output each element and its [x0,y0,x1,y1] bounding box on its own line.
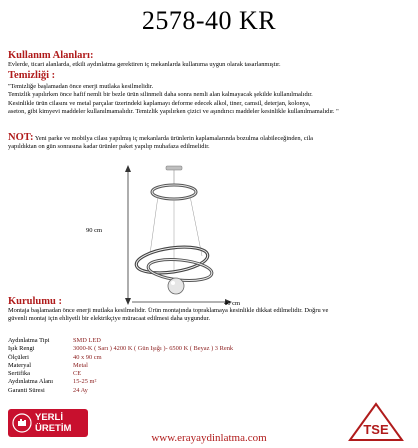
spec-row [8,345,233,353]
spec-table [8,337,233,395]
spec-label: Sertifika [8,370,31,378]
cleaning-line: Temizlik yapılırken önce hafif nemli bir bezle ürün silinmeli daha sonra nemli alan kalmayacak şekilde kullanılmalıdır. [8,91,313,99]
spec-row [8,370,233,378]
width-label: 40 cm [224,300,241,307]
installation-line: güvenli montaj için ehliyetli bir elektrikçiye müracaat edilmesi daha uygundur. [8,315,210,323]
spec-label: Garanti Süresi [8,386,45,394]
note-block [8,134,418,152]
product-title: 2578-40 KR [141,6,277,35]
badge-line1: YERLİ [35,412,63,423]
hand-icon [12,413,32,433]
spec-label: Aydınlatma Tipi [8,337,50,344]
spec-row [8,387,233,395]
badge-line2: ÜRETİM [35,423,72,434]
cleaning-line: aseton, gibi kimyevi maddeler kullanılmamalıdır. Temizlik yapılırken çizici ve aşındırıcı maddeler kesinlikle kullanılmamalıdır. " [8,108,339,116]
installation-text [8,307,418,324]
website-link[interactable]: www.erayaydinlatma.com [151,432,267,444]
installation-heading: Kurulumu : [8,296,62,307]
crystal-highlight [171,281,175,285]
spec-value: 15-25 m² [73,378,97,386]
product-drawing [110,162,240,312]
crystal-ball [168,278,184,294]
spec-row [8,362,233,370]
arrow-down-icon [125,298,131,305]
usage-text: Evlerde, ticari alanlarda, etkili aydınlatma gerektiren iç mekanlarda kullanıma uygun olarak tasarlanmıştır. [8,61,281,68]
spec-value: 24 Ay [73,386,88,394]
spec-value: 3000-K ( Sarı ) 4200 K ( Gün Işığı )- 6500 K ( Beyaz ) 3 Renk [73,345,234,353]
note-text-2: yapıldıktan on gün sonrasına kadar ürünler paket yapılıp muhafaza edilmelidir. [8,143,210,151]
spec-label: Materyal [8,361,32,369]
spec-label: Aydınlatma Alanı [8,378,54,386]
note-text: Yeni parke ve mobilya cilası yapılmış iç mekanlarda ürünlerin kaplamalarında bozulma olabileceğinden, cila [33,135,313,142]
badge-text [35,412,71,434]
spec-value: Metal [73,361,88,369]
spec-label: Ölçüleri [8,353,29,361]
cleaning-text [8,83,418,117]
top-ring-led [152,185,196,199]
note-heading: NOT: [8,132,34,143]
arrow-up-icon [125,165,131,172]
cleaning-line: Kesinlikle ürün cilasını ve metal parçalar üzerindeki kaplamayı deforme edecek alkol, tiner, camsil, deterjan, kolonya, [8,99,311,107]
usage-heading: Kullanım Alanları: [8,50,94,61]
height-label: 90 cm [86,227,103,234]
spec-label: Işık Rengi [8,345,35,353]
cleaning-heading: Temizliği : [8,70,56,81]
tse-logo-text: TSE [363,422,389,437]
spec-row [8,378,233,386]
spec-row [8,337,233,345]
ceiling-canopy [166,166,182,170]
spec-value: CE [73,370,82,378]
installation-line: Montaja başlamadan önce enerji mutlaka kesilmelidir. Ürün montajında topraklamaya kesinlikle dikkat edilmelidir. Doğru ve [8,307,329,314]
spec-row [8,354,233,362]
cleaning-line: "Temizliğe başlamadan önce enerji mutlaka kesilmelidir. [8,83,154,90]
ring-wire [150,196,158,254]
spec-value: 40 x 90 cm [73,353,102,361]
spec-value: SMD LED [73,337,101,344]
